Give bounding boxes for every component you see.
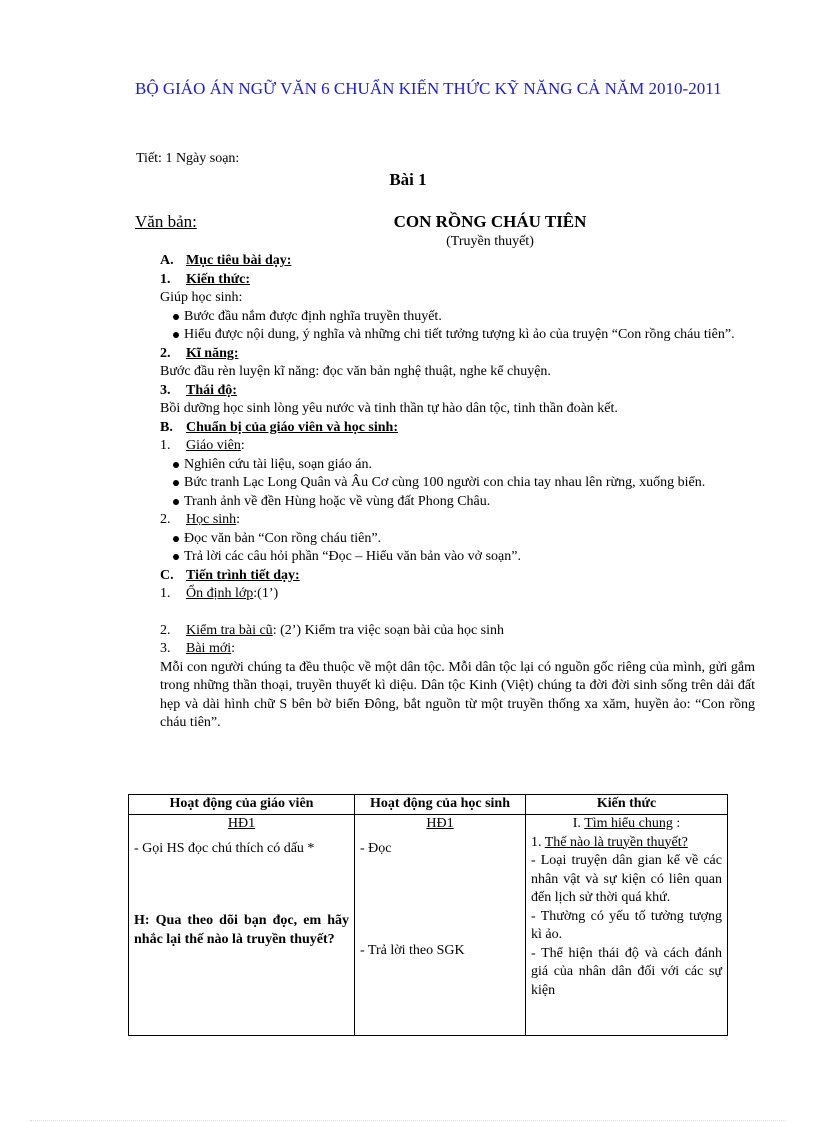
bullet-icon bbox=[173, 536, 179, 542]
knowledge-point: - Loại truyện dân gian kể về các nhân vật và sự kiện có liên quan đến lịch sử thời quá khứ. bbox=[531, 853, 722, 905]
step-title: Bài mới bbox=[186, 641, 232, 656]
bullet-icon bbox=[173, 462, 179, 468]
bullet-icon bbox=[173, 499, 179, 505]
list-item-text: Hiểu được nội dung, ý nghĩa và những chi tiết tưởng tượng kì ảo của truyện “Con rồng cháu tiên”. bbox=[184, 327, 735, 342]
subsection-number: 1. bbox=[160, 271, 171, 287]
subsection-number: 2. bbox=[160, 512, 171, 527]
section-letter: A. bbox=[160, 253, 174, 268]
student-action: - Đọc bbox=[360, 840, 392, 856]
intro-paragraph: Mỗi con người chúng ta đều thuộc về một dân tộc. Mỗi dân tộc lại có nguồn gốc riêng của mình, gửi gắm trong những thần thoại, truyền thuyết kì diệu. Dân tộc Kinh (Việt) chúng ta đời đời sinh sống trên dải đất hẹp và dài hình chữ S bên bờ biển Đông, bắt nguồn từ một truyền thống xa xăm, huyền ảo: “Con rồng cháu tiên”. bbox=[160, 659, 755, 730]
section-letter: B. bbox=[160, 419, 173, 435]
section-a-heading bbox=[160, 252, 755, 271]
activity-label: HĐ1 bbox=[426, 816, 454, 831]
paragraph: Giúp học sinh: bbox=[160, 290, 243, 305]
teacher-cell bbox=[129, 815, 355, 1036]
knowledge-point: - Thể hiện thái độ và cách đánh giá của nhân dân đối với các sự kiện bbox=[531, 945, 722, 998]
step-title: Kiểm tra bài cũ bbox=[186, 622, 273, 638]
page-bottom-rule bbox=[30, 1120, 786, 1121]
subsection-number: 2. bbox=[160, 345, 171, 361]
step-new-lesson bbox=[160, 640, 755, 659]
section-title: Chuẩn bị của giáo viên và học sinh: bbox=[186, 419, 398, 435]
table-header-row bbox=[129, 795, 728, 815]
bullet-icon bbox=[173, 554, 179, 560]
list-item-text: Trả lời các câu hỏi phần “Đọc – Hiểu văn bản vào vở soạn”. bbox=[184, 549, 521, 564]
step-title: Ổn định lớp bbox=[186, 586, 254, 601]
lesson-content bbox=[160, 252, 755, 733]
section-b-heading bbox=[160, 419, 755, 438]
list-item-text: Bước đầu nắm được định nghĩa truyền thuyết. bbox=[184, 308, 442, 324]
document-title: BỘ GIÁO ÁN NGỮ VĂN 6 CHUẨN KIẾN THỨC KỸ NĂNG CẢ NĂM 2010-2011 bbox=[135, 79, 722, 98]
subsection-title: Học sinh bbox=[186, 512, 237, 527]
subsection-title: Kiến thức: bbox=[186, 271, 251, 287]
subsection-number: 3. bbox=[160, 382, 171, 398]
list-item bbox=[160, 308, 755, 327]
list-item bbox=[160, 530, 755, 549]
knowledge-heading bbox=[531, 815, 722, 834]
list-item bbox=[160, 493, 755, 512]
section-c-heading bbox=[160, 567, 755, 586]
subsection-knowledge-heading bbox=[160, 271, 755, 290]
subsection-number: 1. bbox=[160, 438, 171, 453]
student-action: - Trả lời theo SGK bbox=[360, 943, 465, 958]
list-item bbox=[160, 326, 755, 345]
subsection-skills-heading bbox=[160, 345, 755, 364]
subsection-teacher-heading bbox=[160, 437, 755, 456]
knowledge-subheading bbox=[531, 834, 722, 853]
subsection-title: Thái độ: bbox=[186, 382, 237, 398]
teacher-question: H: Qua theo dõi bạn đọc, em hãy nhắc lại thế nào là truyền thuyết? bbox=[134, 913, 349, 947]
bullet-icon bbox=[173, 480, 179, 486]
list-item-text: Bức tranh Lạc Long Quân và Âu Cơ cùng 100 người con chia tay nhau lên rừng, xuống biển. bbox=[184, 475, 706, 490]
subsection-student-heading bbox=[160, 511, 755, 530]
step-suffix: : (2’) Kiểm tra việc soạn bài của học sinh bbox=[272, 622, 504, 638]
teacher-action: - Gọi HS đọc chú thích có dấu * bbox=[134, 840, 315, 856]
subsection-title: Kĩ năng: bbox=[186, 345, 239, 361]
list-item bbox=[160, 474, 755, 493]
student-cell bbox=[355, 815, 526, 1036]
list-item-text: Đọc văn bản “Con rồng cháu tiên”. bbox=[184, 530, 382, 546]
step-number: 1. bbox=[160, 586, 171, 601]
text-title: CON RỒNG CHÁU TIÊN bbox=[393, 212, 587, 231]
table-header-knowledge: Kiến thức bbox=[526, 795, 728, 815]
table-row bbox=[129, 815, 728, 1036]
step-suffix: : bbox=[231, 641, 236, 656]
bullet-icon bbox=[173, 332, 179, 338]
list-item-text: Nghiên cứu tài liệu, soạn giáo án. bbox=[184, 456, 372, 472]
knowledge-cell bbox=[526, 815, 728, 1036]
knowledge-suffix: : bbox=[672, 816, 681, 831]
step-number: 3. bbox=[160, 641, 171, 656]
table-header-student: Hoạt động của học sinh bbox=[355, 795, 526, 815]
table-header-teacher: Hoạt động của giáo viên bbox=[129, 795, 355, 815]
spacer bbox=[160, 604, 755, 622]
knowledge-title: Thế nào là truyền thuyết? bbox=[544, 834, 688, 850]
bullet-icon bbox=[173, 314, 179, 320]
lesson-activity-table bbox=[128, 794, 728, 1036]
section-title: Mục tiêu bài dạy: bbox=[186, 253, 292, 268]
list-item-text: Tranh ảnh về đền Hùng hoặc về vùng đất Phong Châu. bbox=[184, 493, 491, 509]
list-item bbox=[160, 456, 755, 475]
paragraph: Bước đầu rèn luyện kĩ năng: đọc văn bản nghệ thuật, nghe kể chuyện. bbox=[160, 364, 551, 379]
text-genre: (Truyền thuyết) bbox=[446, 234, 534, 249]
paragraph: Bồi dưỡng học sinh lòng yêu nước và tinh thần tự hào dân tộc, tinh thần đoàn kết. bbox=[160, 401, 618, 416]
activity-label: HĐ1 bbox=[227, 816, 256, 831]
subsection-attitude-heading bbox=[160, 382, 755, 401]
step-suffix: :(1’) bbox=[253, 586, 279, 601]
knowledge-prefix: I. bbox=[572, 816, 585, 831]
knowledge-point: - Thường có yếu tố tưởng tượng kì ảo. bbox=[531, 908, 722, 942]
knowledge-title: Tìm hiểu chung bbox=[584, 816, 673, 831]
step-number: 2. bbox=[160, 622, 171, 638]
subsection-suffix: : bbox=[236, 512, 241, 527]
subsection-suffix: : bbox=[240, 438, 245, 453]
lesson-meta: Tiết: 1 Ngày soạn: bbox=[136, 151, 240, 166]
lesson-number: Bài 1 bbox=[389, 170, 427, 189]
knowledge-prefix: 1. bbox=[531, 834, 545, 850]
subsection-title: Giáo viên bbox=[186, 438, 241, 453]
step-check-homework bbox=[160, 622, 755, 641]
section-title: Tiến trình tiết dạy: bbox=[186, 567, 300, 583]
list-item bbox=[160, 548, 755, 567]
step-class-order bbox=[160, 585, 755, 604]
section-letter: C. bbox=[160, 567, 174, 583]
text-label: Văn bản: bbox=[135, 212, 197, 231]
